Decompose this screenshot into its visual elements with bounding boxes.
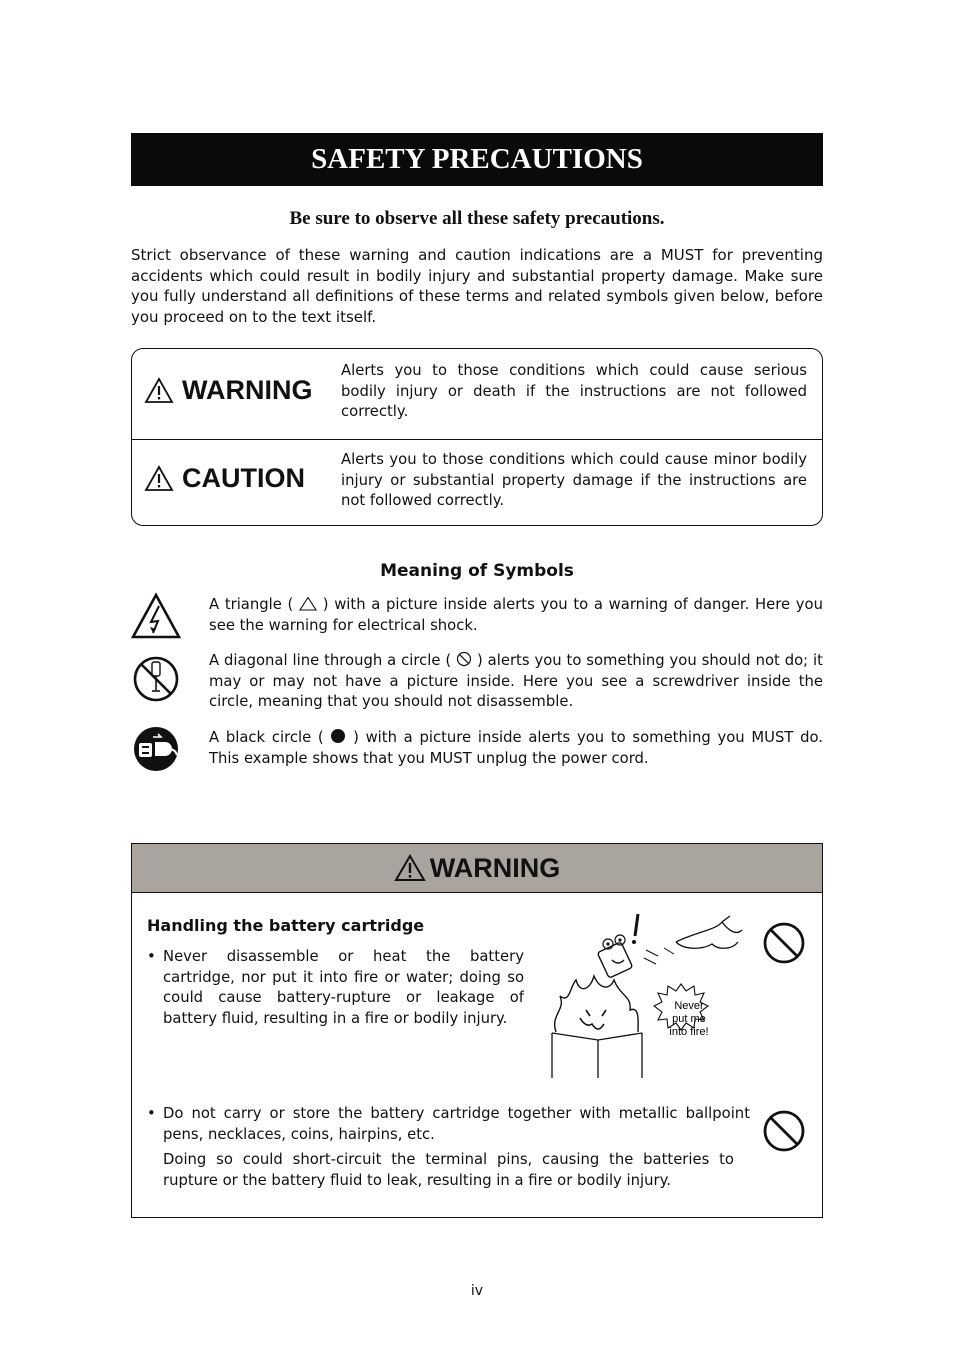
warning-definition-text: Alerts you to those conditions which could cause serious bodily injury or death if the instructions are not followed correctly. bbox=[341, 362, 807, 420]
symbols-heading: Meaning of Symbols bbox=[380, 561, 574, 581]
battery-subheading: Handling the battery cartridge bbox=[147, 916, 425, 935]
warning-definition-row bbox=[132, 349, 822, 440]
battery-bullet-2: • Do not carry or store the battery cartridge together with metallic ballpoint pens, necklaces, coins, hairpins, etc. bbox=[147, 1104, 750, 1145]
caution-triangle-icon bbox=[144, 465, 174, 492]
electric-shock-warning-icon bbox=[131, 592, 181, 642]
inline-triangle-icon bbox=[299, 596, 317, 611]
page-number: iv bbox=[470, 1283, 484, 1299]
page-title: SAFETY PRECAUTIONS bbox=[311, 143, 643, 175]
caution-label: CAUTION bbox=[144, 463, 305, 494]
speech-line-3: into fire! bbox=[669, 1026, 709, 1038]
warning-triangle-icon bbox=[394, 854, 426, 882]
prohibition-icon bbox=[762, 1109, 806, 1153]
caution-definition-text: Alerts you to those conditions which could cause minor bodily injury or substantial property damage if the instructions are not followed correctly. bbox=[341, 451, 807, 509]
warning-triangle-icon bbox=[144, 377, 174, 404]
battery-fire-illustration bbox=[546, 910, 748, 1080]
battery-warning-box bbox=[131, 843, 823, 1218]
intro-paragraph: Strict observance of these warning and caution indications are a MUST for preventing accidents which could result in bodily injury and substantial property damage. Make sure you fully understand all definitions of these terms and related symbols given below, before you proceed on to the text itself. bbox=[131, 246, 823, 326]
inline-black-circle-icon bbox=[330, 728, 346, 744]
symbol-triangle-description: A triangle ( ) with a picture inside alerts you to a warning of danger. Here you see the warning for electrical shock. bbox=[209, 596, 823, 634]
prohibition-icon bbox=[762, 921, 806, 965]
unplug-power-cord-icon bbox=[131, 724, 181, 774]
symbol-prohibition-description: A diagonal line through a circle ( ) alerts you to something you should not do; it may or may not have a picture inside. Here you see a screwdriver inside the circle, meaning that you should not disassemble. bbox=[209, 652, 823, 710]
definitions-box bbox=[131, 348, 823, 526]
battery-bullet-1: • Never disassemble or heat the battery cartridge, nor put it into fire or water; doing so could cause battery-rupture or leakage of battery fluid, resulting in a fire or bodily injury. bbox=[147, 947, 524, 1029]
no-disassembly-icon bbox=[131, 654, 181, 704]
subtitle: Be sure to observe all these safety precautions. bbox=[289, 208, 665, 229]
speech-line-1: Never bbox=[674, 1000, 704, 1012]
warning-label: WARNING bbox=[144, 375, 313, 406]
speech-line-2: put me bbox=[672, 1013, 706, 1025]
symbol-mandatory-description: A black circle ( ) with a picture inside alerts you to something you MUST do. This example shows that you MUST unplug the power cord. bbox=[209, 729, 823, 767]
warning-box-header: WARNING bbox=[132, 844, 822, 893]
battery-bullet-2-detail: Doing so could short-circuit the terminal pins, causing the batteries to rupture or the battery fluid to leak, resulting in a fire or bodily injury. bbox=[163, 1151, 734, 1189]
title-bar bbox=[131, 133, 823, 186]
caution-definition-row bbox=[132, 440, 822, 525]
inline-prohibition-icon bbox=[456, 651, 472, 667]
